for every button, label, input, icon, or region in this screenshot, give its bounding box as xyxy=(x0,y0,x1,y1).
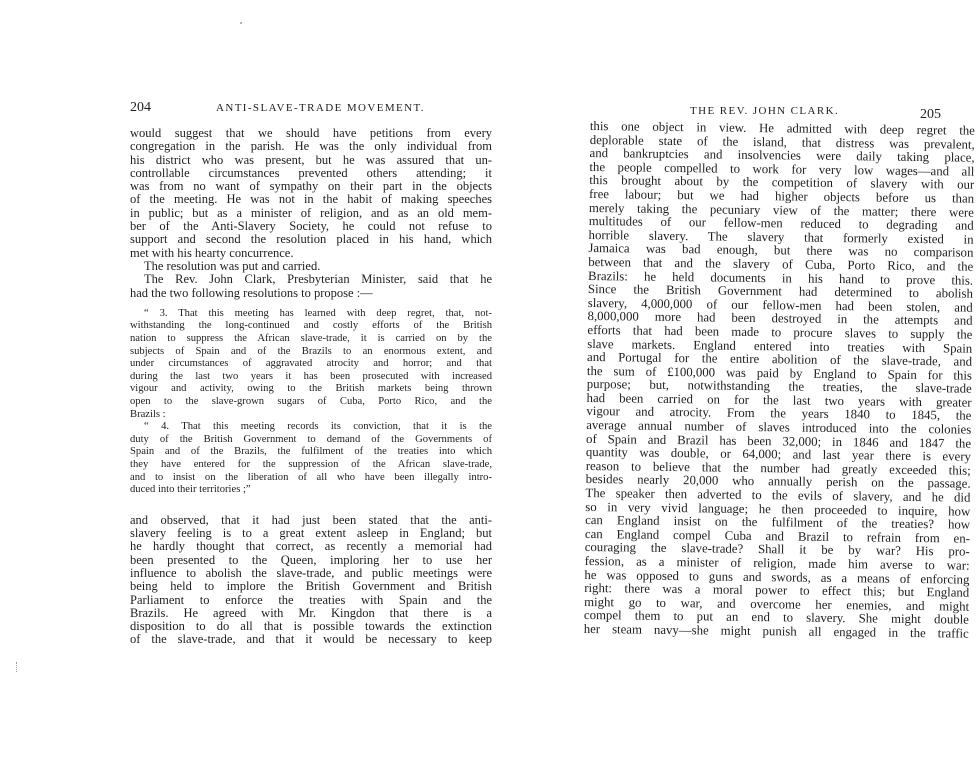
text-line: open to the slave-grown sugars of Cuba, Porto Rico, and the xyxy=(130,396,492,408)
left-page-header xyxy=(130,100,470,120)
text-line: merely taking the pecuniary view of the matter; there were xyxy=(588,200,974,220)
text-line: and observed, that it had just been stated that the anti- xyxy=(130,512,492,527)
text-line: under circumstances of aggravated atrocity and horror; and that xyxy=(130,358,492,370)
text-line: Spain and of the Brazils, the fulfilment of the treaties into which xyxy=(130,446,492,458)
text-line: of the slave-trade, and that it would be necessary to keep xyxy=(130,632,492,647)
paragraph xyxy=(130,127,492,260)
page-number: 204 xyxy=(130,100,151,115)
paragraph xyxy=(130,273,492,300)
text-line: the people compelled to work for very low wages—and all xyxy=(589,159,975,179)
text-line: average annual number of slaves introduced into the colonies xyxy=(586,418,972,437)
text-line: “ 4. That this meeting records its conviction, that it is the xyxy=(144,421,492,433)
text-line: “ 3. That this meeting has learned with deep regret, that, not- xyxy=(144,307,492,319)
text-line: can England compel Cuba and Brazil to refrain from en- xyxy=(584,526,971,546)
text-line: he hardly thought that correct, as recently a memorial had xyxy=(130,539,492,554)
text-line: would suggest that we should have petitions from every xyxy=(130,126,492,140)
spacer xyxy=(130,300,492,308)
text-line: Since the British Government had determined to abolish xyxy=(587,282,973,301)
text-line: free labour; but we had higher objects before us than xyxy=(589,186,975,206)
text-line: duced into their territories ;” xyxy=(130,484,251,496)
right-body-text xyxy=(584,120,975,641)
quoted-resolution-4 xyxy=(130,421,492,497)
text-line: purpose; but, notwithstanding the treaties, the slave-trade xyxy=(586,377,972,396)
text-line: besides nearly 20,000 who annually perish on the passage. xyxy=(585,472,971,492)
text-line: of Spain and Brazil has been 32,000; in 1846 and 1847 the xyxy=(586,431,972,451)
quoted-resolution-3 xyxy=(130,308,492,421)
text-line: they have entered for the suppression of the African slave-trade, xyxy=(130,458,492,470)
text-line: The speaker then adverted to the evils of slavery, and he did xyxy=(585,486,971,505)
text-line: Brazils. He agreed with Mr. Kingdon that there is a xyxy=(130,605,492,620)
text-line: vigour and atrocity. From the years 1840 to 1845, the xyxy=(586,404,972,424)
text-line: Jamaica was bad enough, but there was no comparison xyxy=(588,241,974,261)
running-head: ANTI-SLAVE-TRADE MOVEMENT. xyxy=(216,102,425,114)
text-line: and to insist on the liberation of all who have been illegally intro- xyxy=(130,471,492,483)
text-line: slavery, 4,000,000 of our fellow-men had been stolen, and xyxy=(587,295,973,315)
right-page xyxy=(560,0,980,778)
text-line: 8,000,000 more had been destroyed in the attempts and xyxy=(587,309,973,329)
text-line: vigour and activity, owing to the British markets being thrown xyxy=(130,383,492,395)
text-line: ber of the Anti-Slavery Society, he could not refuse to xyxy=(130,219,492,234)
text-line: the sum of £100,000 was paid by England to Spain for this xyxy=(586,363,972,383)
text-line: efforts that had been made to procure slaves to supply the xyxy=(587,322,973,342)
text-line: The resolution was put and carried. xyxy=(144,258,321,273)
text-line: fession, as a minister of religion, made him averse to war: xyxy=(584,553,970,573)
page-number: 205 xyxy=(920,107,941,122)
running-head: THE REV. JOHN CLARK. xyxy=(690,105,840,117)
text-line: had been carried on for the last two years with greater xyxy=(586,390,972,410)
text-line: slave markets. England entered into treaties with Spain xyxy=(587,336,973,356)
text-line: in public; but as a minister of religion, and as an old mem- xyxy=(130,205,492,220)
text-line: so in very vivid language; he then proceeded to inquire, how xyxy=(585,499,971,519)
text-line: met with his hearty concurrence. xyxy=(130,245,294,260)
spacer xyxy=(130,497,492,514)
paragraph xyxy=(584,120,975,641)
text-line: slavery feeling is to a great extent asleep in England; but xyxy=(130,526,492,541)
text-line: compel them to put an end to slavery. She might double xyxy=(583,608,970,628)
left-body-text xyxy=(130,127,492,647)
text-line: support and second the resolution placed in his hand, which xyxy=(130,232,492,247)
text-line: and bankruptcies and insolvencies were daily taking place, xyxy=(589,146,975,165)
text-line: during the last two years it has been prosecuted with increased xyxy=(130,370,492,382)
text-line: her steam navy—she might punish all engaged in the traffic xyxy=(583,621,969,641)
text-line: withstanding the long-continued and costly efforts of the British xyxy=(130,320,492,332)
text-line: congregation in the parish. He was the only individual from xyxy=(130,139,492,154)
text-line: been presented to the Queen, imploring her to use her xyxy=(130,552,492,567)
text-line: being held to implore the British Government and British xyxy=(130,579,492,594)
text-line: deplorable state of the island, that distress was prevalent, xyxy=(589,132,975,152)
text-line: this brought about by the competition of slavery with our xyxy=(589,173,975,193)
text-line: right: there was a moral power to effect this; but England xyxy=(584,581,970,600)
text-line: multitudes of our fellow-men reduced to degrading and xyxy=(588,214,974,233)
text-line: can England insist on the fulfilment of the treaties? how xyxy=(585,513,971,532)
text-line: Parliament to enforce the treaties with Spain and the xyxy=(130,592,492,607)
text-line: subjects of Spain and of the Brazils to an enormous extent, and xyxy=(130,345,492,357)
text-line: controllable circumstances prevented others attending; it xyxy=(130,165,492,180)
text-line: influence to abolish the slave-trade, and public meetings were xyxy=(130,565,492,580)
text-line: horrible slavery. The slavery that formerly existed in xyxy=(588,227,974,247)
text-line: between that and the slavery of Cuba, Porto Rico, and the xyxy=(588,254,974,274)
text-line: he was opposed to guns and swords, as a means of enforcing xyxy=(584,567,970,587)
text-line: duty of the British Government to demand of the Governments of xyxy=(130,433,492,445)
text-line: of the meeting. He was not in the habit of making speeches xyxy=(130,192,492,207)
text-line: was from no want of sympathy on their part in the objects xyxy=(130,179,492,194)
text-line: might go to war, and overcome her enemies, and might xyxy=(584,594,970,614)
paragraph xyxy=(130,260,492,273)
text-line: Brazils : xyxy=(130,408,166,420)
text-line: nation to suppress the African slave-trade, it is carried on by the xyxy=(130,333,492,345)
text-line: his district who was present, but he was assured that un- xyxy=(130,152,492,167)
text-line: and Portugal for the entire abolition of the slave-trade, and xyxy=(587,350,973,369)
text-line: The Rev. John Clark, Presbyterian Minister, said that he xyxy=(144,272,492,287)
text-line: this one object in view. He admitted with deep regret the xyxy=(589,119,975,138)
text-line: quantity was double, or 64,000; and last year there is every xyxy=(585,445,971,464)
text-line: reason to believe that the number had greatly exceeded this; xyxy=(585,458,971,478)
text-line: Brazils: he held documents in his hand to prove this. xyxy=(588,268,974,288)
text-line: disposition to do all that is possible towards the extinction xyxy=(130,619,492,634)
text-line: had the two following resolutions to propose :— xyxy=(130,285,373,300)
paragraph xyxy=(130,514,492,647)
text-line: couraging the slave-trade? Shall it be by war? His pro- xyxy=(584,540,970,560)
